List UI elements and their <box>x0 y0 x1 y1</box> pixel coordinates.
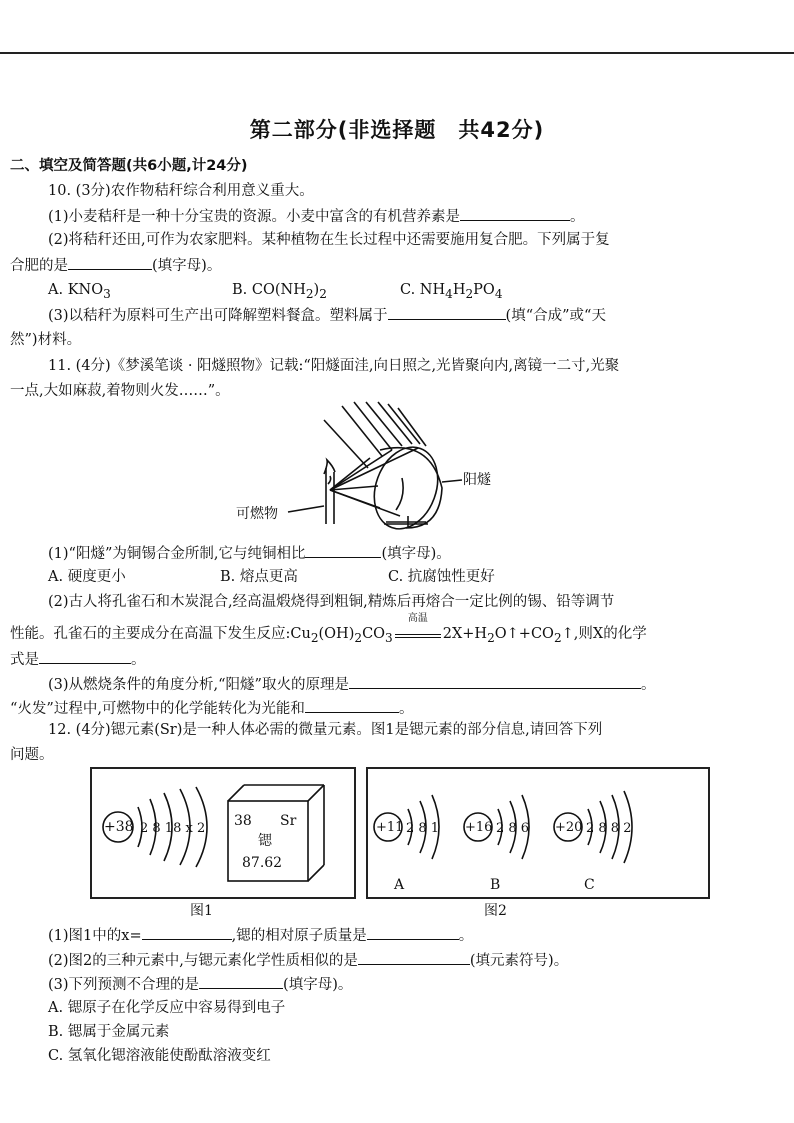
atom-c-label: C <box>584 877 595 893</box>
q12-blank1[interactable] <box>142 925 232 940</box>
q10-blank3[interactable] <box>388 305 506 320</box>
reaction-equals-sign: 高温 <box>395 625 441 638</box>
q12-stem-line2: 问题。 <box>10 747 54 763</box>
section-heading: 二、填空及简答题(共6小题,计24分) <box>10 158 248 174</box>
q11-part3-line1: (3)从燃烧条件的角度分析,“阳燧”取火的原理是 。 <box>48 674 655 695</box>
figure-1-frame <box>90 767 356 899</box>
q10-stem: 10. (3分)农作物秸秆综合利用意义重大。 <box>48 183 314 199</box>
sr-shells: 2 8 18 x 2 <box>140 821 206 836</box>
q11-blank1[interactable] <box>305 543 381 558</box>
q12-option-a: A. 锶原子在化学反应中容易得到电子 <box>48 1000 286 1016</box>
page-title: 第二部分(非选择题 共42分) <box>249 118 545 142</box>
figure-1-caption: 图1 <box>190 903 213 919</box>
q10-blank1[interactable] <box>460 206 570 221</box>
q11-stem-line1: 11. (4分)《梦溪笔谈 · 阳燧照物》记载:“阳燧面洼,向日照之,光皆聚向内,离镜一二寸,光聚 <box>48 358 620 374</box>
q10-part3-line1: (3)以秸秆为原料可生产出可降解塑料餐盒。塑料属于 (填“合成”或“天 <box>48 305 606 326</box>
q11-part2-line2: 性能。孔雀石的主要成分在高温下发生反应$:Cu_2(OH)_2CO_3$ 高温 $2X+H_2O↑+CO_2↑$,则X的化学 <box>10 613 647 645</box>
q11-option-a: A. 硬度更小 <box>48 569 126 585</box>
q12-part2: (2)图2的三种元素中,与锶元素化学性质相似的是 (填元素符号)。 <box>48 950 568 971</box>
q12-option-b: B. 锶属于金属元素 <box>48 1024 170 1040</box>
q11-part1: (1)“阳燧”为铜锡合金所制,它与纯铜相比 (填字母)。 <box>48 543 451 564</box>
q12-blank3[interactable] <box>358 950 470 965</box>
q11-part2-line1: (2)古人将孔雀石和木炭混合,经高温煅烧得到粗铜,精炼后再熔合一定比例的锡、铅等调节 <box>48 594 615 610</box>
header-rule <box>0 52 794 54</box>
atom-a-shells: 2 8 1 <box>406 821 440 836</box>
figure-2-caption: 图2 <box>484 903 507 919</box>
q10-option-b: B. $CO(NH_2)_2$ <box>232 282 327 301</box>
q12-blank2[interactable] <box>367 925 459 940</box>
atom-c-shells: 2 8 8 2 <box>586 821 632 836</box>
q10-option-a: A. $KNO_3$ <box>48 282 111 301</box>
q12-part3: (3)下列预测不合理的是 (填字母)。 <box>48 974 352 995</box>
q10-blank2[interactable] <box>68 255 152 270</box>
label-mirror: 阳燧 <box>463 472 491 488</box>
q10-part2-line2: 合肥的是 (填字母)。 <box>10 255 221 276</box>
atom-a-nucleus: +11 <box>376 820 404 835</box>
q11-blank2[interactable] <box>39 649 131 664</box>
sr-nucleus: +38 <box>104 819 134 835</box>
sr-name: 锶 <box>258 833 272 849</box>
q10-part3-line2: 然”)材料。 <box>10 332 82 348</box>
q12-blank4[interactable] <box>199 974 283 989</box>
q12-part1: (1)图1中的x= ,锶的相对原子质量是 。 <box>48 925 473 946</box>
q10-option-c: C. $NH_4H_2PO_4$ <box>400 282 503 301</box>
q12-option-c: C. 氢氧化锶溶液能使酚酞溶液变红 <box>48 1048 271 1064</box>
atom-a-label: A <box>394 877 405 893</box>
q11-part2-line3: 式是 。 <box>10 649 146 670</box>
atom-b-nucleus: +16 <box>465 820 493 835</box>
q11-option-b: B. 熔点更高 <box>220 569 298 585</box>
sr-atomic-number: 38 <box>234 813 252 829</box>
q10-part2-line1: (2)将秸秆还田,可作为农家肥料。某种植物在生长过程中还需要施用复合肥。下列属于复 <box>48 232 610 248</box>
q11-part3-line2: “火发”过程中,可燃物中的化学能转化为光能和 。 <box>10 698 413 719</box>
sr-atomic-mass: 87.62 <box>242 855 283 871</box>
q10-part1: (1)小麦秸秆是一种十分宝贵的资源。小麦中富含的有机营养素是 。 <box>48 206 585 227</box>
label-fuel: 可燃物 <box>236 506 278 522</box>
q11-blank4[interactable] <box>305 698 399 713</box>
atom-b-shells: 2 8 6 <box>496 821 530 836</box>
q11-blank3[interactable] <box>349 674 641 689</box>
q11-option-c: C. 抗腐蚀性更好 <box>388 569 495 585</box>
atom-b-label: B <box>490 877 501 893</box>
atom-c-nucleus: +20 <box>555 820 583 835</box>
figure-2-frame <box>366 767 710 899</box>
sr-symbol: Sr <box>280 813 297 829</box>
q11-stem-line2: 一点,大如麻菽,着物则火发……”。 <box>10 383 230 399</box>
q12-stem-line1: 12. (4分)锶元素(Sr)是一种人体必需的微量元素。图1是锶元素的部分信息,请回答下列 <box>48 722 603 738</box>
